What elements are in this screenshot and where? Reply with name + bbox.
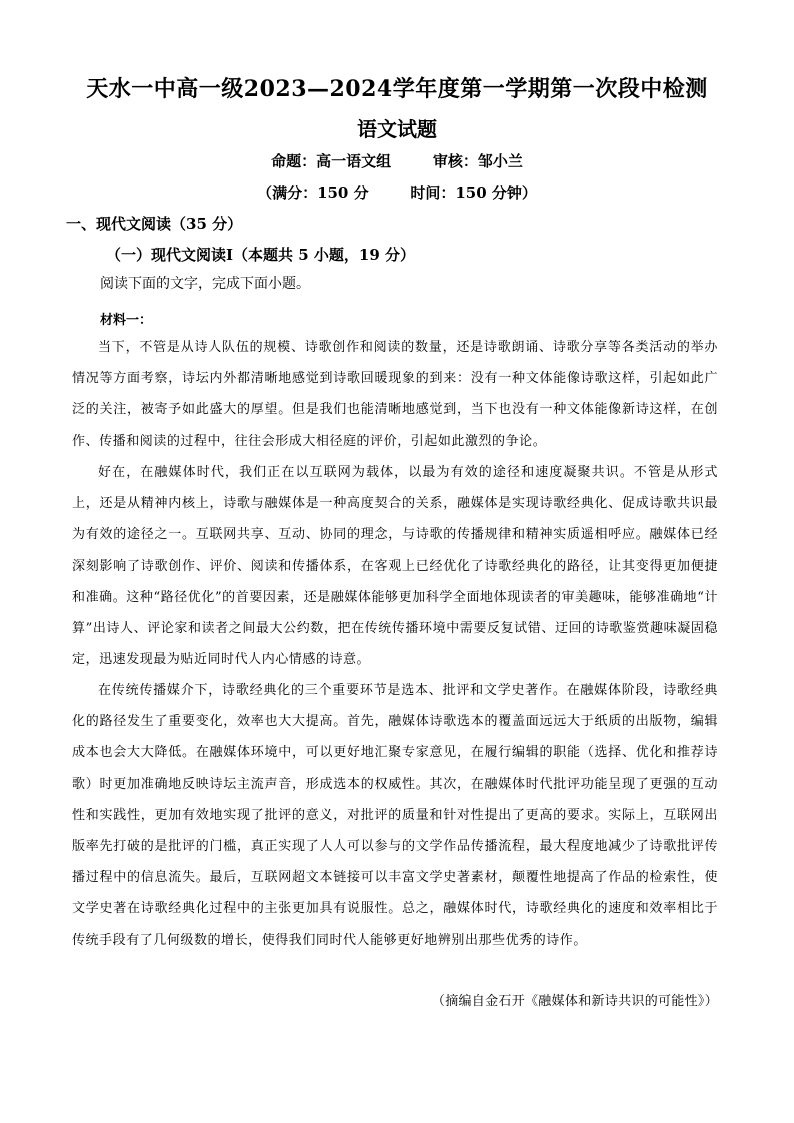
material-label: 材料一：	[100, 313, 153, 328]
exam-title: 天水一中高一级2023—2024学年度第一学期第一次段中检测	[86, 76, 708, 102]
score-time-line: （满分：150 分 时间：150 分钟）	[257, 184, 537, 202]
paragraph-2: 好在，在融媒体时代，我们正在以互联网为载体，以最为有效的途径和速度凝聚共识。不管是从形式上，还是从精神内核上，诗歌与融媒体是一种高度契合的关系，融媒体是实现诗歌经典化、促成诗歌共识最为有效的途径之一。互联网共享、互动、协同的理念，与诗歌的传播规律和精神实质遥相呼应。融媒体已经深刻影响了诗歌创作、评价、阅读和传播体系，在客观上已经优化了诗歌经典化的路径，让其变得更加便捷和准确。这种“路径优化”的首要因素，还是融媒体能够更加科学全面地体现读者的审美趣味，能够准确地“计算”出诗人、评论家和读者之间最大公约数，把在传统传播环境中需要反复试错、迂回的诗歌鉴赏趣味凝固稳定，迅速发现最为贴近同时代人内心情感的诗意。	[72, 465, 718, 668]
section-heading: 一、现代文阅读（35 分）	[66, 215, 243, 233]
authors-line: 命题：高一语文组 审核：邹小兰	[271, 152, 523, 170]
reading-instruction: 阅读下面的文字，完成下面小题。	[100, 276, 310, 292]
paragraph-1: 当下，不管是从诗人队伍的规模、诗歌创作和阅读的数量，还是诗歌朗诵、诗歌分享等各类活动的举办情况等方面考察，诗坛内外都清晰地感觉到诗歌回暖现象的到来：没有一种文体能像诗歌这样，引起如此广泛的关注，被寄予如此盛大的厚望。但是我们也能清晰地感觉到，当下也没有一种文体能像新诗这样，在创作、传播和阅读的过程中，往往会形成大相径庭的评价，引起如此激烈的争论。	[72, 340, 718, 449]
source-citation: （摘编自金石开《融媒体和新诗共识的可能性》）	[431, 994, 718, 1009]
exam-subtitle: 语文试题	[357, 117, 437, 141]
subsection-heading: （一）现代文阅读Ⅰ（本题共 5 小题，19 分）	[106, 246, 415, 264]
paragraph-3: 在传统传播媒介下，诗歌经典化的三个重要环节是选本、批评和文学史著作。在融媒体阶段，诗歌经典化的路径发生了重要变化，效率也大大提高。首先，融媒体诗歌选本的覆盖面远远大于纸质的出版物，编辑成本也会大大降低。在融媒体环境中，可以更好地汇聚专家意见，在履行编辑的职能（选择、优化和推荐诗歌）时更加准确地反映诗坛主流声音，形成选本的权威性。其次，在融媒体时代批评功能呈现了更强的互动性和实践性，更加有效地实现了批评的意义，对批评的质量和针对性提出了更高的要求。实际上，互联网出版率先打破的是批评的门槛，真正实现了人人可以参与的文学作品传播流程，最大程度地减少了诗歌批评传播过程中的信息流失。最后，互联网超文本链接可以丰富文学史著素材，颠覆性地提高了作品的检索性，使文学史著在诗歌经典化过程中的主张更加具有说服性。总之，融媒体时代，诗歌经典化的速度和效率相比于传统手段有了几何级数的增长，使得我们同时代人能够更好地辨别出那些优秀的诗作。	[72, 683, 718, 948]
